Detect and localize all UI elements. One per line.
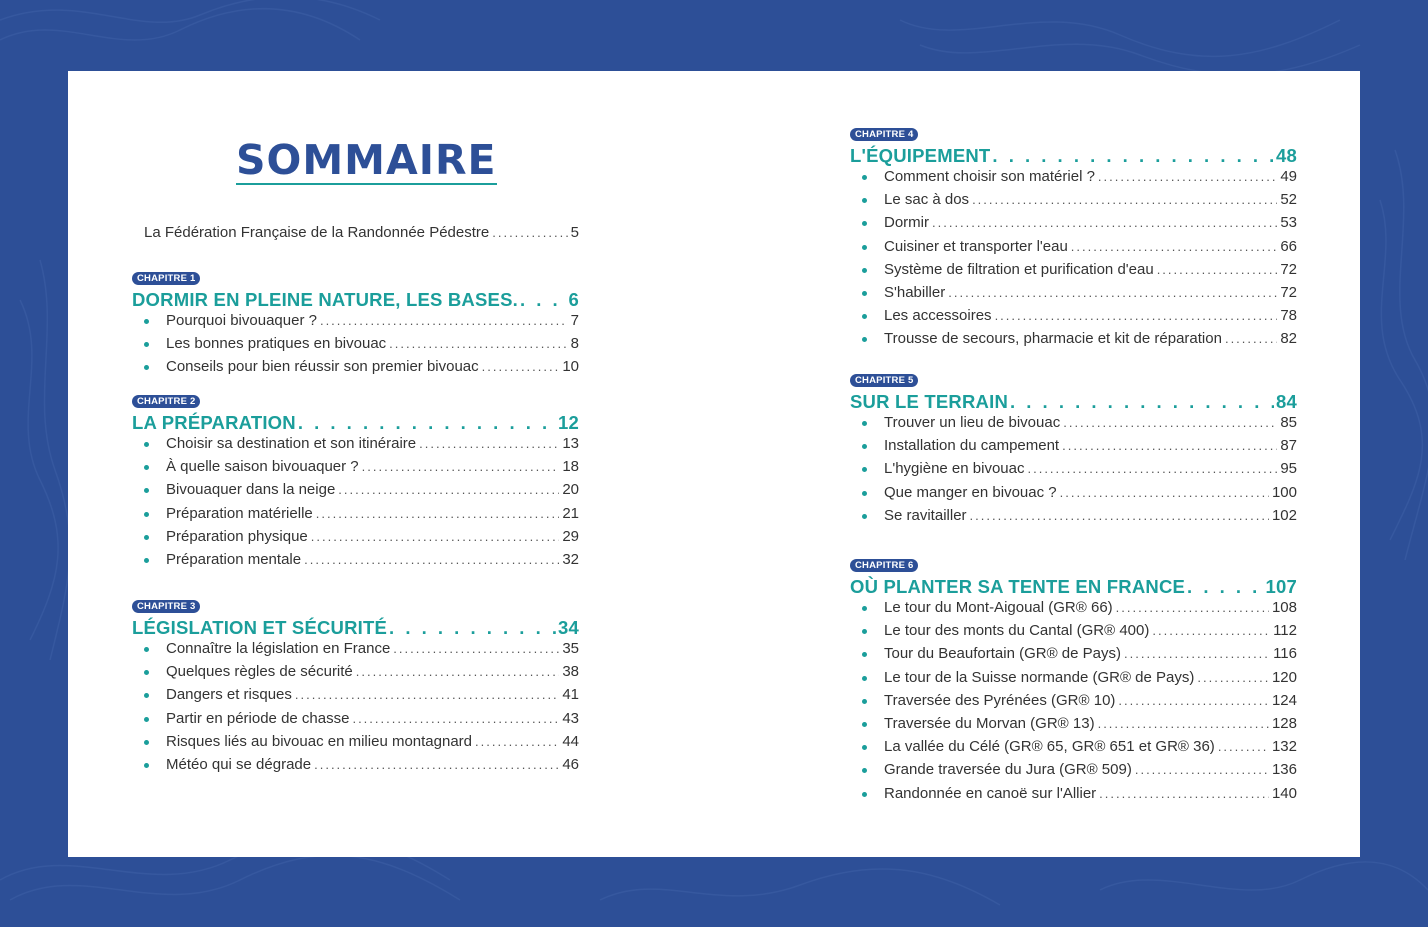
toc-entry[interactable]: Randonnée en canoë sur l'Allier ..... 140 bbox=[850, 785, 1297, 808]
toc-entry[interactable]: Les bonnes pratiques en bivouac ..... 8 bbox=[132, 335, 579, 358]
toc-entry[interactable]: Risques liés au bivouac en milieu montagnard ..... 44 bbox=[132, 733, 579, 756]
chapter-title[interactable]: SUR LE TERRAIN . . . 84 bbox=[850, 390, 1297, 414]
toc-entry[interactable]: Pourquoi bivouaquer ? ..... 7 bbox=[132, 312, 579, 335]
chapter-2 bbox=[132, 391, 579, 574]
contents-page bbox=[68, 71, 1360, 857]
toc-entry[interactable]: Partir en période de chasse ..... 43 bbox=[132, 710, 579, 733]
toc-entry[interactable]: À quelle saison bivouaquer ? ..... 18 bbox=[132, 458, 579, 481]
toc-entry[interactable]: L'hygiène en bivouac ..... 95 bbox=[850, 460, 1297, 483]
toc-entry[interactable]: Comment choisir son matériel ? ..... 49 bbox=[850, 168, 1297, 191]
toc-entry[interactable]: Installation du campement ..... 87 bbox=[850, 437, 1297, 460]
toc-entry[interactable]: Cuisiner et transporter l'eau ..... 66 bbox=[850, 238, 1297, 261]
toc-entry[interactable]: Préparation physique ..... 29 bbox=[132, 528, 579, 551]
intro-entry[interactable] bbox=[144, 224, 579, 241]
chapter-3 bbox=[132, 596, 579, 779]
toc-entry[interactable]: Météo qui se dégrade ..... 46 bbox=[132, 756, 579, 779]
toc-entry[interactable]: Quelques règles de sécurité ..... 38 bbox=[132, 663, 579, 686]
toc-entry[interactable]: Dangers et risques ..... 41 bbox=[132, 686, 579, 709]
chapter-badge: CHAPITRE 4 bbox=[850, 128, 918, 141]
toc-entry[interactable]: Trouver un lieu de bivouac ..... 85 bbox=[850, 414, 1297, 437]
page-title: SOMMAIRE bbox=[236, 136, 497, 184]
toc-entry[interactable]: La vallée du Célé (GR® 65, GR® 651 et GR® 36) ..... 132 bbox=[850, 738, 1297, 761]
toc-entry[interactable]: Préparation matérielle ..... 21 bbox=[132, 505, 579, 528]
intro-entry-text: La Fédération Française de la Randonnée Pédestre bbox=[144, 224, 490, 241]
chapter-6 bbox=[850, 555, 1297, 808]
chapter-badge: CHAPITRE 6 bbox=[850, 559, 918, 572]
toc-entry[interactable]: Se ravitailler ..... 102 bbox=[850, 507, 1297, 530]
leader-dots bbox=[492, 225, 567, 240]
intro-entry-page: 5 bbox=[570, 224, 579, 241]
chapter-4 bbox=[850, 124, 1297, 354]
toc-entry[interactable]: Traversée des Pyrénées (GR® 10) ..... 124 bbox=[850, 692, 1297, 715]
chapter-title[interactable]: DORMIR EN PLEINE NATURE, LES BASES. . . . 6 bbox=[132, 288, 579, 312]
chapter-badge: CHAPITRE 1 bbox=[132, 272, 200, 285]
toc-entry[interactable]: Préparation mentale ..... 32 bbox=[132, 551, 579, 574]
toc-entry[interactable]: Grande traversée du Jura (GR® 509) ..... 136 bbox=[850, 761, 1297, 784]
toc-entry[interactable]: Que manger en bivouac ? ..... 100 bbox=[850, 484, 1297, 507]
toc-entry[interactable]: Les accessoires ..... 78 bbox=[850, 307, 1297, 330]
chapter-badge: CHAPITRE 3 bbox=[132, 600, 200, 613]
toc-entry[interactable]: Le tour des monts du Cantal (GR® 400) ..... 112 bbox=[850, 622, 1297, 645]
chapter-title[interactable]: L'ÉQUIPEMENT . . . 48 bbox=[850, 144, 1297, 168]
toc-entry[interactable]: Système de filtration et purification d'eau ..... 72 bbox=[850, 261, 1297, 284]
chapter-title[interactable]: OÙ PLANTER SA TENTE EN FRANCE . . . 107 bbox=[850, 575, 1297, 599]
toc-entry[interactable]: S'habiller ..... 72 bbox=[850, 284, 1297, 307]
toc-entry[interactable]: Bivouaquer dans la neige ..... 20 bbox=[132, 481, 579, 504]
chapter-1 bbox=[132, 268, 579, 382]
toc-entry[interactable]: Conseils pour bien réussir son premier bivouac ..... 10 bbox=[132, 358, 579, 381]
chapter-badge: CHAPITRE 5 bbox=[850, 374, 918, 387]
toc-entry[interactable]: Le tour du Mont-Aigoual (GR® 66) ..... 108 bbox=[850, 599, 1297, 622]
toc-entry[interactable]: Le sac à dos ..... 52 bbox=[850, 191, 1297, 214]
chapter-title[interactable]: LÉGISLATION ET SÉCURITÉ . . . 34 bbox=[132, 616, 579, 640]
toc-entry[interactable]: Traversée du Morvan (GR® 13) ..... 128 bbox=[850, 715, 1297, 738]
toc-entry[interactable]: Dormir ..... 53 bbox=[850, 214, 1297, 237]
toc-entry[interactable]: Choisir sa destination et son itinéraire ..... 13 bbox=[132, 435, 579, 458]
toc-entry[interactable]: Le tour de la Suisse normande (GR® de Pays) ..... 120 bbox=[850, 669, 1297, 692]
chapter-5 bbox=[850, 370, 1297, 530]
toc-entry[interactable]: Connaître la législation en France ..... 35 bbox=[132, 640, 579, 663]
toc-entry[interactable]: Trousse de secours, pharmacie et kit de réparation ..... 82 bbox=[850, 330, 1297, 353]
toc-entry[interactable]: Tour du Beaufortain (GR® de Pays) ..... 116 bbox=[850, 645, 1297, 668]
chapter-title[interactable]: LA PRÉPARATION . . . 12 bbox=[132, 411, 579, 435]
chapter-badge: CHAPITRE 2 bbox=[132, 395, 200, 408]
